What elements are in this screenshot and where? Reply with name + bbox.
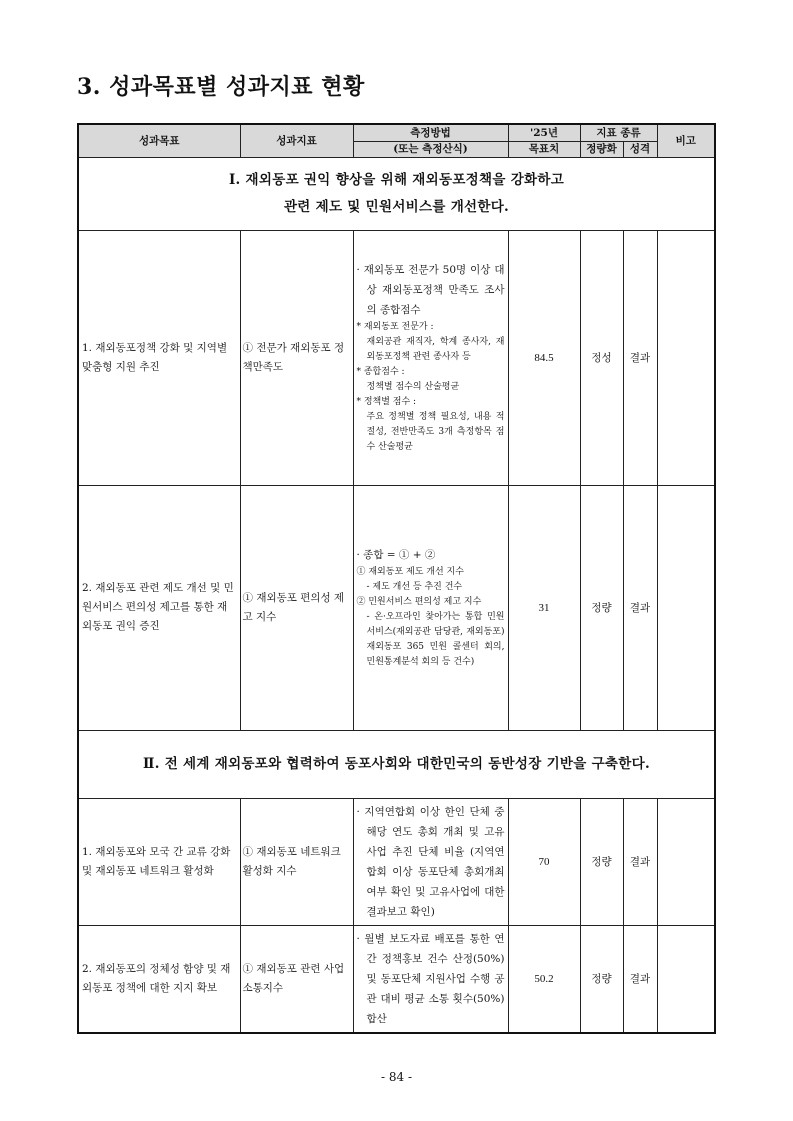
- header-target: 목표치: [508, 141, 580, 157]
- method-line: · 종합 = ① + ②: [356, 549, 436, 561]
- table-row: [78, 485, 715, 730]
- section-1-heading: [78, 157, 715, 230]
- indicator-cell: [240, 925, 353, 1033]
- method-line: * 정책별 점수 :: [356, 397, 417, 407]
- header-type-quant: 정량화: [580, 141, 623, 157]
- method-line: · 지역연합회 이상 한인 단체 중 해당 연도 총회 개최 및 고유사업 추진 단체 비율 (지역연합회 이상 동포단체 총회개최여부 확인 및 고유사업에 대한 결과보고 확인): [356, 805, 505, 918]
- header-type-result: 성격: [623, 141, 657, 157]
- type-result: 결과: [623, 485, 657, 730]
- indicator-cell: [240, 798, 353, 925]
- method-cell: [353, 925, 508, 1033]
- method-cell: [353, 230, 508, 485]
- type-quant: 정성: [580, 230, 623, 485]
- method-line: - 제도 개선 등 추진 건수: [366, 582, 463, 592]
- method-line: ① 재외동포 제도 개선 지수: [356, 567, 464, 577]
- type-quant: 정량: [580, 925, 623, 1033]
- header-method-sub: (또는 측정산식): [353, 141, 508, 157]
- method-cell: [353, 798, 508, 925]
- note-cell: [657, 925, 715, 1033]
- note-cell: [657, 230, 715, 485]
- note-cell: [657, 798, 715, 925]
- header-goal: 성과목표: [78, 124, 240, 157]
- table-row: [78, 798, 715, 925]
- indicator-table: [77, 123, 716, 1034]
- target-value: 31: [508, 485, 580, 730]
- header-method: 측정방법: [353, 124, 508, 141]
- type-quant: 정량: [580, 485, 623, 730]
- target-value: 70: [508, 798, 580, 925]
- indicator-name: 재외동포 네트워크 활성화 지수: [242, 845, 341, 877]
- method-line: * 종합점수 :: [356, 367, 405, 377]
- table-row: [78, 230, 715, 485]
- method-line: 재외공관 재직자, 학계 종사자, 재외동포정책 관련 종사자 등: [366, 337, 505, 362]
- target-value: 50.2: [508, 925, 580, 1033]
- method-line: · 월별 보도자료 배포를 통한 연간 정책홍보 건수 산정(50%) 및 동포단체 지원사업 수행 공관 대비 평균 소통 횟수(50%) 합산: [356, 932, 505, 1025]
- type-result: 결과: [623, 798, 657, 925]
- indicator-number: ①: [242, 591, 253, 604]
- method-line: - 온·오프라인 찾아가는 통합 민원서비스(재외공관 담당관, 재외동포) 재외동포 365 민원 콜센터 회의, 민원통계분석 회의 등 건수): [366, 612, 505, 667]
- indicator-name: 재외동포 관련 사업 소통지수: [242, 962, 345, 994]
- method-line: 정책별 점수의 산술평균: [366, 382, 460, 392]
- method-line: · 재외동포 전문가 50명 이상 대상 재외동포정책 만족도 조사의 종합점수: [356, 264, 505, 316]
- note-cell: [657, 485, 715, 730]
- goal-cell: 1. 재외동포와 모국 간 교류 강화 및 재외동포 네트워크 활성화: [78, 798, 240, 925]
- type-quant: 정량: [580, 798, 623, 925]
- method-line: * 재외동포 전문가 :: [356, 322, 434, 332]
- method-line: ② 민원서비스 편의성 제고 지수: [356, 597, 482, 607]
- goal-cell: 2. 재외동포 관련 제도 개선 및 민원서비스 편의성 제고를 통한 재외동포 권익 증진: [78, 485, 240, 730]
- indicator-cell: [240, 485, 353, 730]
- header-indicator: 성과지표: [240, 124, 353, 157]
- indicator-number: ①: [242, 962, 253, 975]
- goal-cell: 1. 재외동포정책 강화 및 지역별 맞춤형 지원 추진: [78, 230, 240, 485]
- method-line: 주요 정책별 정책 필요성, 내용 적절성, 전반만족도 3개 측정항목 점수 산술평균: [366, 412, 505, 452]
- indicator-name: 재외동포 편의성 제고 지수: [242, 591, 345, 623]
- page-number: - 84 -: [380, 1070, 412, 1084]
- header-target-year: '25년: [508, 124, 580, 141]
- indicator-number: ①: [242, 845, 253, 858]
- section-2-heading: Ⅱ. 전 세계 재외동포와 협력하여 동포사회와 대한민국의 동반성장 기반을 구축한다.: [78, 730, 715, 798]
- indicator-cell: [240, 230, 353, 485]
- target-value: 84.5: [508, 230, 580, 485]
- page-title: 3. 성과목표별 성과지표 현황: [77, 74, 365, 100]
- section-1-line2: 관련 제도 및 민원서비스를 개선한다.: [283, 198, 510, 215]
- type-result: 결과: [623, 925, 657, 1033]
- table-row: [78, 925, 715, 1033]
- type-result: 결과: [623, 230, 657, 485]
- indicator-number: ①: [242, 341, 253, 354]
- header-type: 지표 종류: [580, 124, 657, 141]
- section-1-line1: Ⅰ. 재외동포 권익 향상을 위해 재외동포정책을 강화하고: [228, 171, 565, 188]
- header-note: 비고: [657, 124, 715, 157]
- method-cell: [353, 485, 508, 730]
- indicator-name: 전문가 재외동포 정책만족도: [242, 341, 345, 373]
- goal-cell: 2. 재외동포의 정체성 함양 및 재외동포 정책에 대한 지지 확보: [78, 925, 240, 1033]
